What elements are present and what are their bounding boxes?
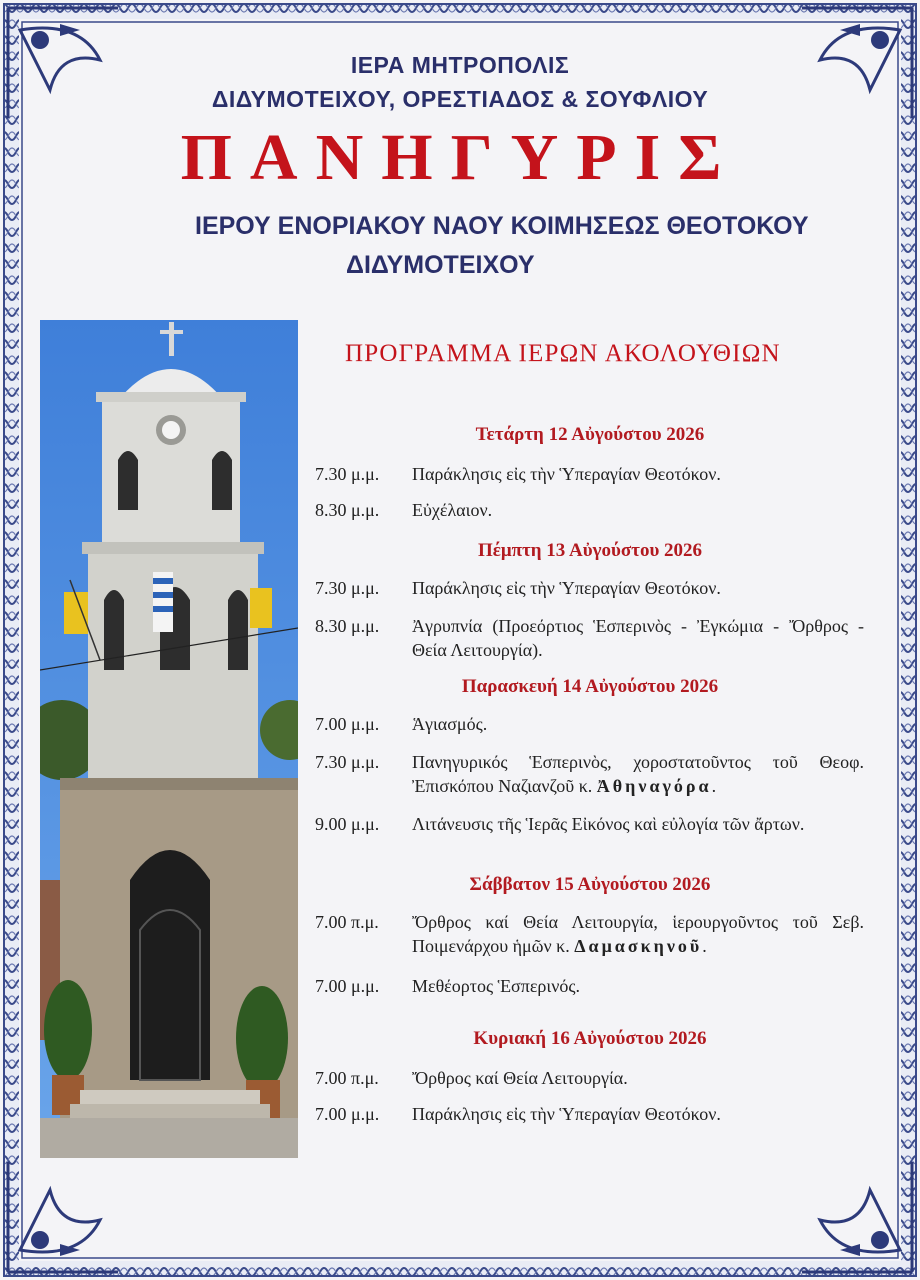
event-time: 7.00 μ.μ. (315, 976, 380, 996)
event-text: Ὄρθρος καί Θεία Λειτουργία, ἱερουργοῦντος τοῦ Σεβ. Ποιμενάρχου ἡμῶν κ. (412, 912, 864, 956)
event-text-wrap (412, 910, 864, 958)
day-heading: Τετάρτη 12 Αὐγούστου 2026 (475, 424, 705, 445)
event-time: 8.30 μ.μ. (315, 616, 380, 636)
event-time: 7.00 μ.μ. (315, 714, 380, 734)
event-text: Παράκλησις εἰς τὴν Ὑπεραγίαν Θεοτόκον. (412, 578, 721, 598)
event-text: Λιτάνευσις τῆς Ἱερᾶς Εἰκόνος καὶ εὐλογία τῶν ἄρτων. (412, 814, 805, 834)
event-time: 7.00 μ.μ. (315, 1104, 380, 1124)
church-town: ΔΙΔΥΜΟΤΕΙΧΟΥ (346, 251, 535, 279)
metropolis-heading (0, 48, 920, 116)
church-bell-tower-photo (40, 320, 298, 1158)
metropolitan-name: Δαμασκηνοῦ (574, 936, 703, 956)
day-heading: Παρασκευή 14 Αὐγούστου 2026 (461, 676, 719, 697)
bishop-name: Ἀθηναγόρα (596, 776, 712, 796)
event-text-end: . (702, 936, 707, 956)
event-text: Μεθέορτος Ἑσπερινός. (412, 976, 580, 996)
event-text-wrap (412, 750, 864, 798)
event-text: Εὐχέλαιον. (412, 500, 493, 520)
event-time: 7.00 π.μ. (315, 1068, 379, 1088)
event-text: Πανηγυρικός Ἑσπερινὸς, χοροστατοῦντος τοῦ Θεοφ. Ἐπισκόπου Ναζιανζοῦ κ. (412, 752, 864, 796)
event-text: Ὄρθρος καί Θεία Λειτουργία. (412, 1068, 628, 1088)
poster-title: ΠΑΝΗΓΥΡΙΣ (180, 121, 740, 194)
event-text: Παράκλησις εἰς τὴν Ὑπεραγίαν Θεοτόκον. (412, 1104, 721, 1124)
church-name: ΙΕΡΟΥ ΕΝΟΡΙΑΚΟΥ ΝΑΟΥ ΚΟΙΜΗΣΕΩΣ ΘΕΟΤΟΚΟΥ (195, 212, 809, 240)
event-time: 7.30 μ.μ. (315, 578, 380, 598)
event-time: 7.00 π.μ. (315, 912, 379, 932)
day-heading: Κυριακή 16 Αὐγούστου 2026 (473, 1028, 707, 1049)
day-heading: Σάββατον 15 Αὐγούστου 2026 (469, 874, 711, 895)
header-line1: ΙΕΡΑ ΜΗΤΡΟΠΟΛΙΣ (350, 52, 570, 78)
program-title: ΠΡΟΓΡΑΜΜΑ ΙΕΡΩΝ ΑΚΟΛΟΥΘΙΩΝ (345, 340, 781, 367)
event-time: 7.30 μ.μ. (315, 752, 380, 772)
header-line2: ΔΙΔΥΜΟΤΕΙΧΟΥ, ΟΡΕΣΤΙΑΔΟΣ & ΣΟΥΦΛΙΟΥ (211, 86, 709, 112)
event-text: Παράκλησις εἰς τὴν Ὑπεραγίαν Θεοτόκον. (412, 464, 721, 484)
day-heading: Πέμπτη 13 Αὐγούστου 2026 (477, 540, 703, 561)
event-text-end: . (711, 776, 717, 796)
event-time: 7.30 μ.μ. (315, 464, 380, 484)
event-time: 8.30 μ.μ. (315, 500, 380, 520)
event-text: Ἁγιασμός. (412, 714, 488, 734)
event-text: Ἀγρυπνία (Προεόρτιος Ἑσπερινὸς - Ἐγκώμια - Ὄρθρος - Θεία Λειτουργία). (412, 616, 864, 660)
event-time: 9.00 μ.μ. (315, 814, 380, 834)
